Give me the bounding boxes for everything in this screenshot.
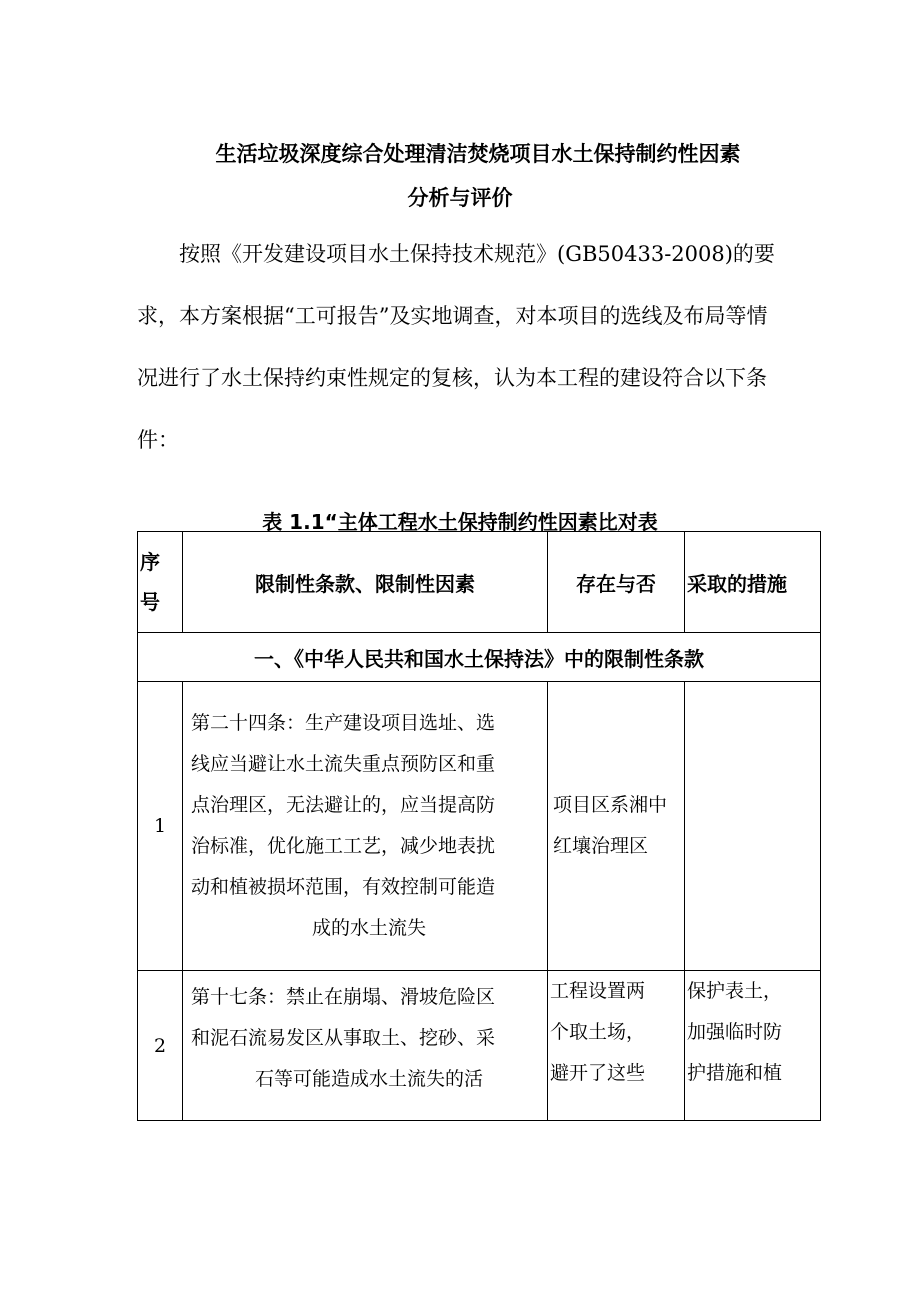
- section-row: [138, 633, 821, 682]
- header-clause: 限制性条款、限制性因素: [183, 532, 548, 633]
- clause-line: 第十七条：禁止在崩塌、滑坡危险区: [191, 986, 496, 1008]
- clause-line: 和泥石流易发区从事取土、挖砂、采: [191, 1027, 496, 1049]
- constraint-table: [137, 531, 821, 1121]
- row-measures: [685, 682, 821, 971]
- row-seq: 2: [138, 971, 183, 1121]
- measures-line: 加强临时防: [687, 1021, 783, 1043]
- table-row: [138, 971, 821, 1121]
- exists-line: 避开了这些: [550, 1062, 646, 1084]
- header-exists: 存在与否: [548, 532, 685, 633]
- table-caption: 表 1.1“主体工程水土保持制约性因素比对表: [262, 510, 658, 534]
- intro-line: 况进行了水土保持约束性规定的复核，认为本工程的建设符合以下条: [137, 366, 767, 390]
- clause-line: 成的水土流失: [311, 917, 426, 939]
- header-measures: 采取的措施: [685, 532, 821, 633]
- clause-line: 治标准，优化施工工艺，减少地表扰: [191, 835, 496, 857]
- clause-line: 动和植被损坏范围，有效控制可能造: [191, 876, 496, 898]
- exists-line: 个取土场，: [550, 1021, 646, 1043]
- table-row: [138, 682, 821, 971]
- intro-line: 件：: [137, 428, 179, 452]
- row-seq: 1: [138, 682, 183, 971]
- row-exists: [548, 971, 685, 1121]
- row-clause: [183, 682, 548, 971]
- intro-line: 求，本方案根据“工可报告”及实地调查，对本项目的选线及布局等情: [137, 304, 768, 328]
- section-title: 一、《中华人民共和国水土保持法》中的限制性条款: [138, 633, 821, 682]
- clause-line: 线应当避让水土流失重点预防区和重: [191, 753, 496, 775]
- row-measures: [685, 971, 821, 1121]
- clause-line: 点治理区，无法避让的，应当提高防: [191, 794, 496, 816]
- header-seq: [138, 532, 183, 633]
- exists-line: 红壤治理区: [553, 835, 649, 857]
- intro-line: 按照《开发建设项目水土保持技术规范》(GB50433-2008)的要: [137, 242, 775, 266]
- clause-line: 石等可能造成水土流失的活: [254, 1068, 483, 1090]
- document-title-line2: 分析与评价: [407, 186, 513, 210]
- measures-line: 保护表土，: [687, 980, 783, 1002]
- row-clause: [183, 971, 548, 1121]
- row-exists: [548, 682, 685, 971]
- intro-paragraph: [137, 223, 822, 471]
- header-seq-char: 序: [140, 550, 160, 574]
- measures-line: 护措施和植: [687, 1062, 783, 1084]
- clause-line: 第二十四条：生产建设项目选址、选: [191, 712, 496, 734]
- table-header-row: [138, 532, 821, 633]
- header-seq-char: 号: [140, 590, 160, 614]
- exists-line: 项目区系湘中: [553, 794, 668, 816]
- document-title-line1: 生活垃圾深度综合处理清洁焚烧项目水土保持制约性因素: [215, 142, 741, 166]
- exists-line: 工程设置两: [550, 980, 646, 1002]
